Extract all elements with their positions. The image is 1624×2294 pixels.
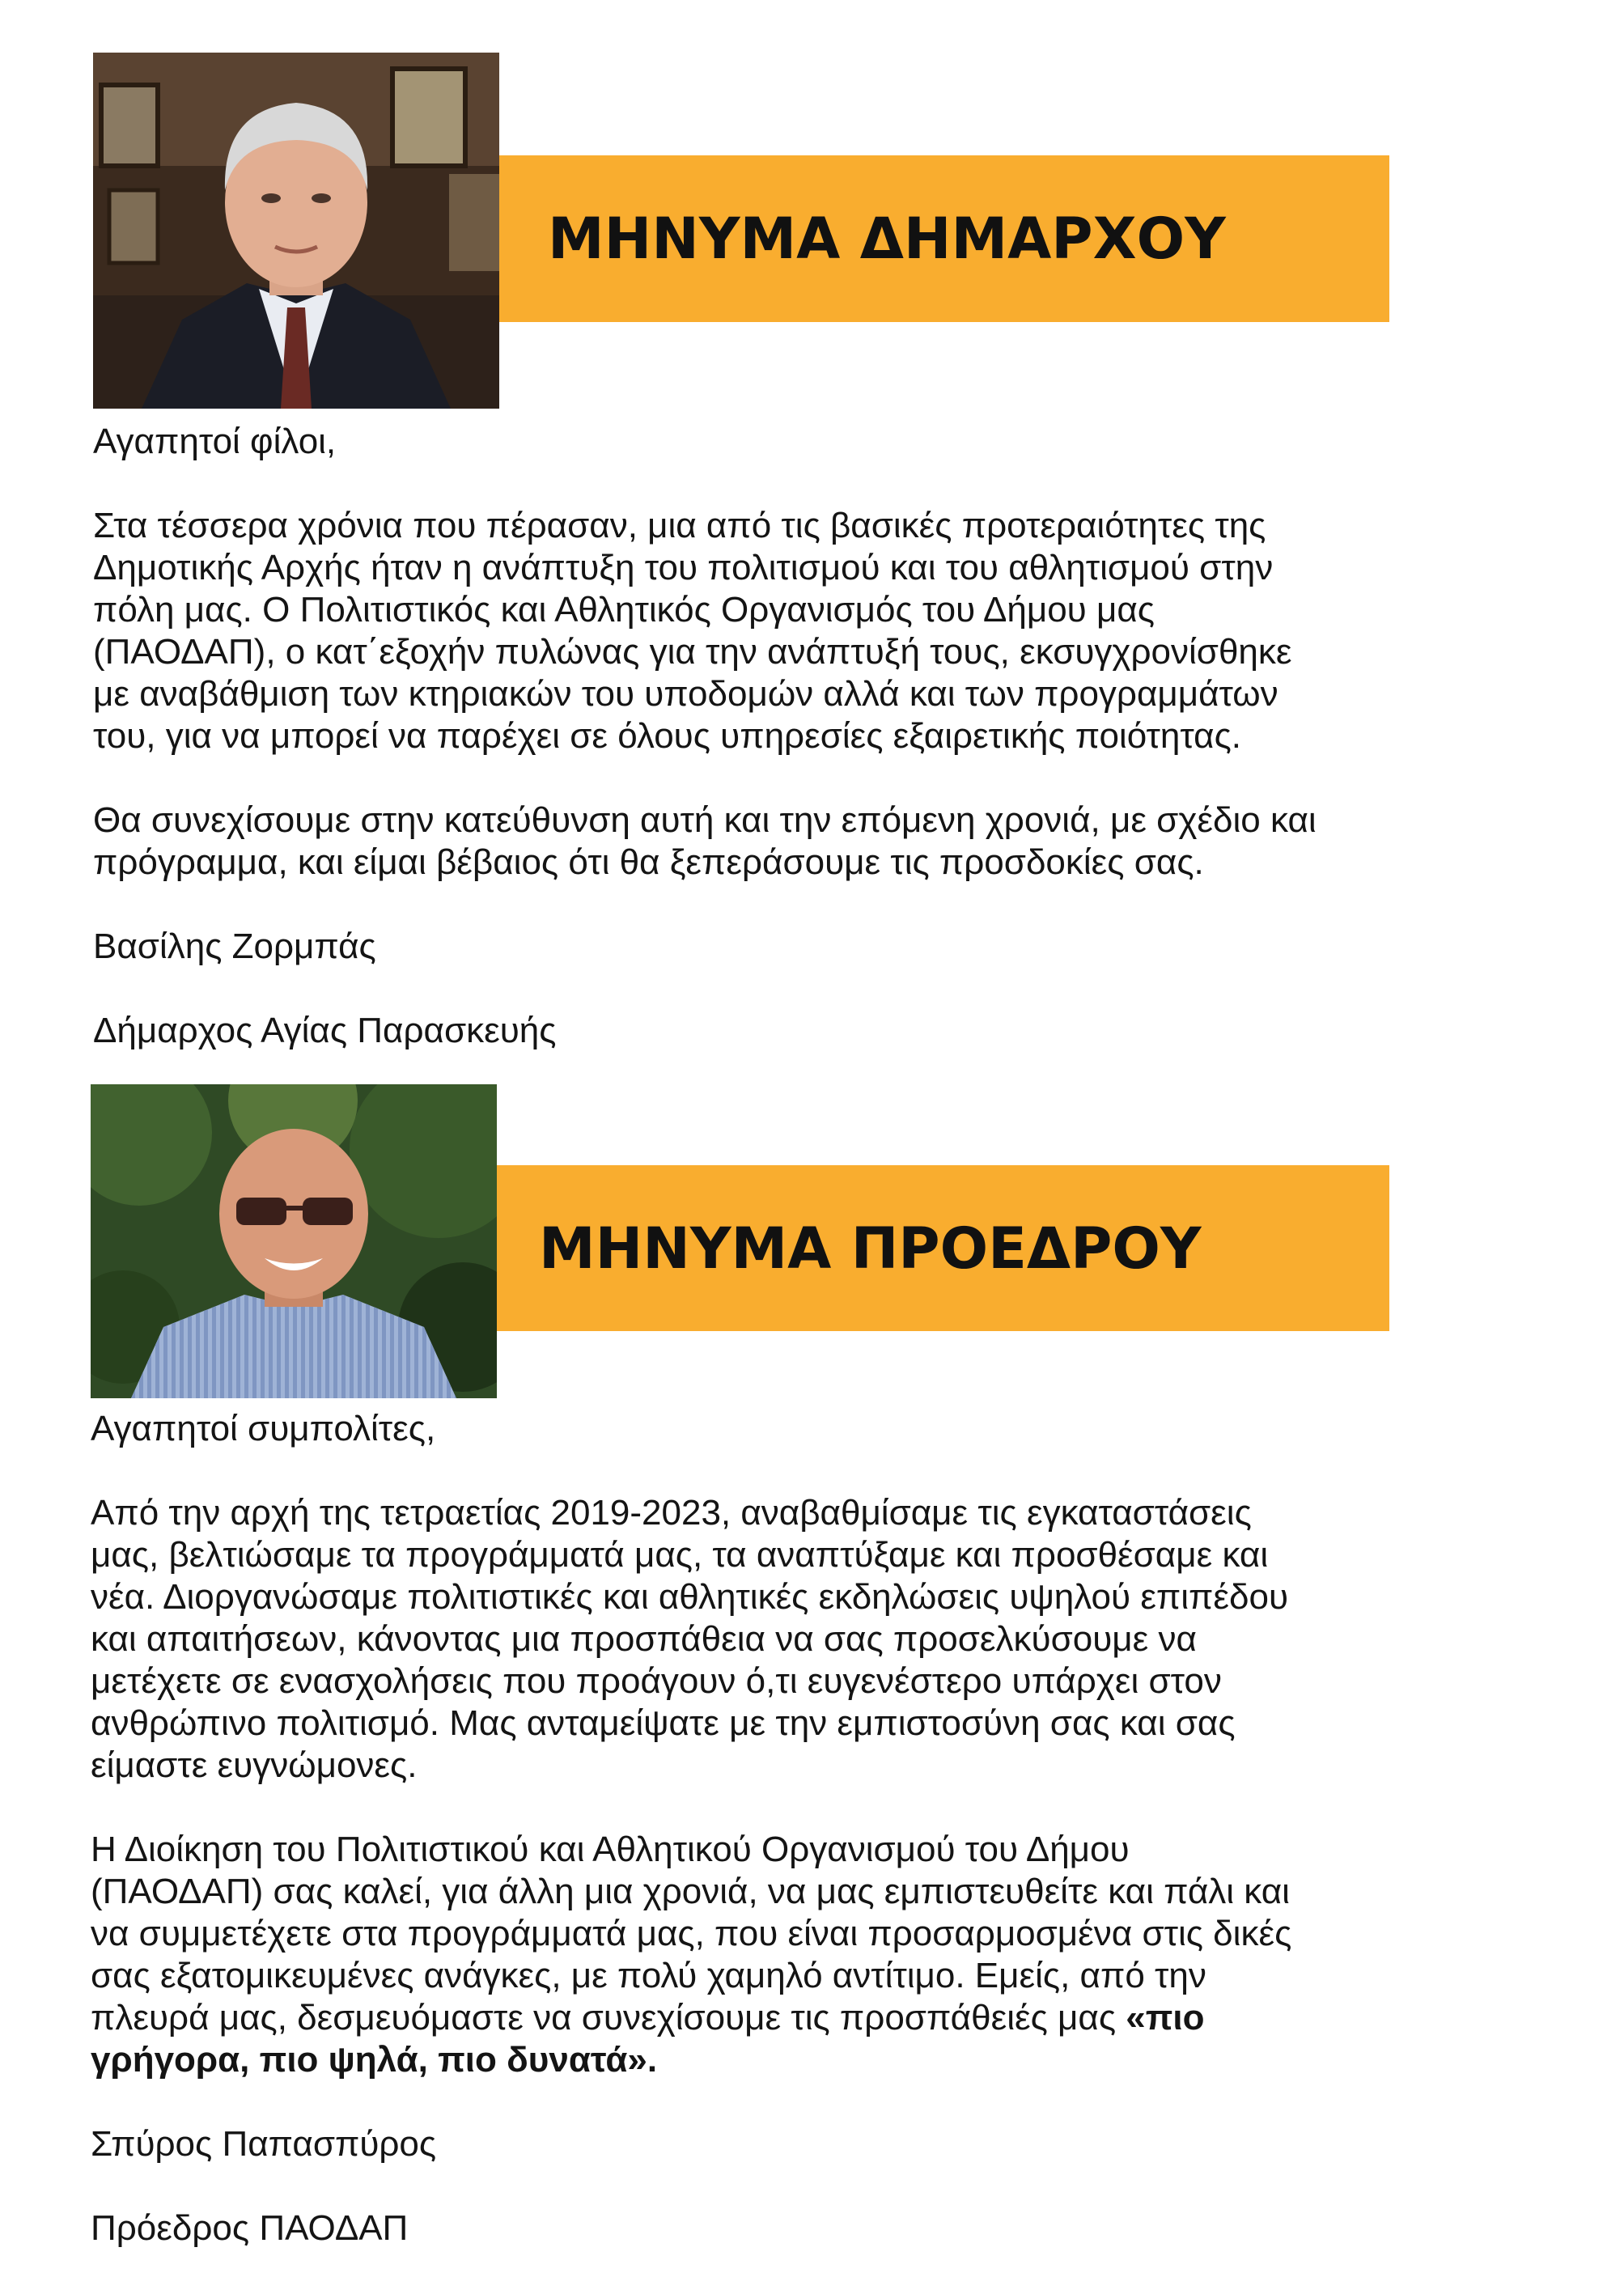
president-heading-banner — [497, 1165, 1389, 1331]
mayor-heading: ΜΗΝΥΜΑ ΔΗΜΑΡΧΟΥ — [548, 206, 1226, 272]
mayor-paragraph-1-line: Δημοτικής Αρχής ήταν η ανάπτυξη του πολιτισμού και του αθλητισμού στην — [93, 548, 1274, 587]
mayor-photo — [93, 53, 499, 409]
mayor-heading-banner — [499, 155, 1389, 322]
mayor-paragraph-1-line: (ΠΑΟΔΑΠ), ο κατ΄εξοχήν πυλώνας για την ανάπτυξή τους, εκσυγχρονίσθηκε — [93, 632, 1292, 672]
president-paragraph-1-line: μας, βελτιώσαμε τα προγράμματά μας, τα αναπτύξαμε και προσθέσαμε και — [91, 1535, 1269, 1575]
president-greeting: Αγαπητοί συμπολίτες, — [91, 1409, 436, 1448]
president-paragraph-1-line: μετέχετε σε ενασχολήσεις που προάγουν ό,τι ευγενέστερο υπάρχει στον — [91, 1661, 1222, 1701]
president-motto-end: γρήγορα, πιο ψηλά, πιο δυνατά». — [91, 2040, 658, 2080]
mayor-greeting: Αγαπητοί φίλοι, — [93, 422, 337, 461]
president-paragraph-1-line: νέα. Διοργανώσαμε πολιτιστικές και αθλητικές εκδηλώσεις υψηλού επιπέδου — [91, 1577, 1289, 1617]
mayor-paragraph-1-line: του, για να μπορεί να παρέχει σε όλους υπηρεσίες εξαιρετικής ποιότητας. — [93, 716, 1242, 756]
president-paragraph-2-line: (ΠΑΟΔΑΠ) σας καλεί, για άλλη μια χρονιά, να μας εμπιστευθείτε και πάλι και — [91, 1872, 1290, 1911]
president-paragraph-2-line — [91, 1997, 1547, 2039]
president-paragraph-1-line: και απαιτήσεων, κάνοντας μια προσπάθεια να σας προσελκύσουμε να — [91, 1619, 1197, 1659]
mayor-paragraph-1-line: πόλη μας. Ο Πολιτιστικός και Αθλητικός Οργανισμός του Δήμου μας — [93, 590, 1155, 630]
president-paragraph-2-line — [91, 2039, 1547, 2081]
president-photo — [91, 1084, 497, 1398]
president-paragraph-2-plain: πλευρά μας, δεσμευόμαστε να συνεχίσουμε τις προσπάθειές μας — [91, 1998, 1126, 2037]
president-paragraph-1-line: είμαστε ευγνώμονες. — [91, 1745, 418, 1785]
mayor-paragraph-2-line: πρόγραμμα, και είμαι βέβαιος ότι θα ξεπεράσουμε τις προσδοκίες σας. — [93, 842, 1204, 882]
president-paragraph-2-line: σας εξατομικευμένες ανάγκες, με πολύ χαμηλό αντίτιμο. Εμείς, από την — [91, 1956, 1206, 1995]
president-paragraph-1-line: Από την αρχή της τετραετίας 2019-2023, αναβαθμίσαμε τις εγκαταστάσεις — [91, 1493, 1252, 1533]
president-paragraph-2-line: να συμμετέχετε στα προγράμματά μας, που είναι προσαρμοσμένα στις δικές — [91, 1914, 1292, 1953]
mayor-message — [93, 421, 1533, 1052]
president-paragraph-2-line: Η Διοίκηση του Πολιτιστικού και Αθλητικού Οργανισμού του Δήμου — [91, 1830, 1130, 1869]
president-motto-start: «πιο — [1126, 1998, 1205, 2037]
mayor-paragraph-1-line: Στα τέσσερα χρόνια που πέρασαν, μια από τις βασικές προτεραιότητες της — [93, 506, 1266, 545]
mayor-signature-title: Δήμαρχος Αγίας Παρασκευής — [93, 1011, 557, 1050]
mayor-paragraph-2-line: Θα συνεχίσουμε στην κατεύθυνση αυτή και την επόμενη χρονιά, με σχέδιο και — [93, 800, 1317, 840]
president-heading: ΜΗΝΥΜΑ ΠΡΟΕΔΡΟΥ — [539, 1215, 1202, 1282]
president-signature-title: Πρόεδρος ΠΑΟΔΑΠ — [91, 2208, 409, 2248]
president-paragraph-1-line: ανθρώπινο πολιτισμό. Μας ανταμείψατε με την εμπιστοσύνη σας και σας — [91, 1703, 1236, 1743]
mayor-paragraph-1-line: με αναβάθμιση των κτηριακών του υποδομών αλλά και των προγραμμάτων — [93, 674, 1278, 714]
president-signature-name: Σπύρος Παπασπύρος — [91, 2124, 437, 2164]
mayor-signature-name: Βασίλης Ζορμπάς — [93, 927, 376, 966]
president-message — [91, 1408, 1547, 2249]
